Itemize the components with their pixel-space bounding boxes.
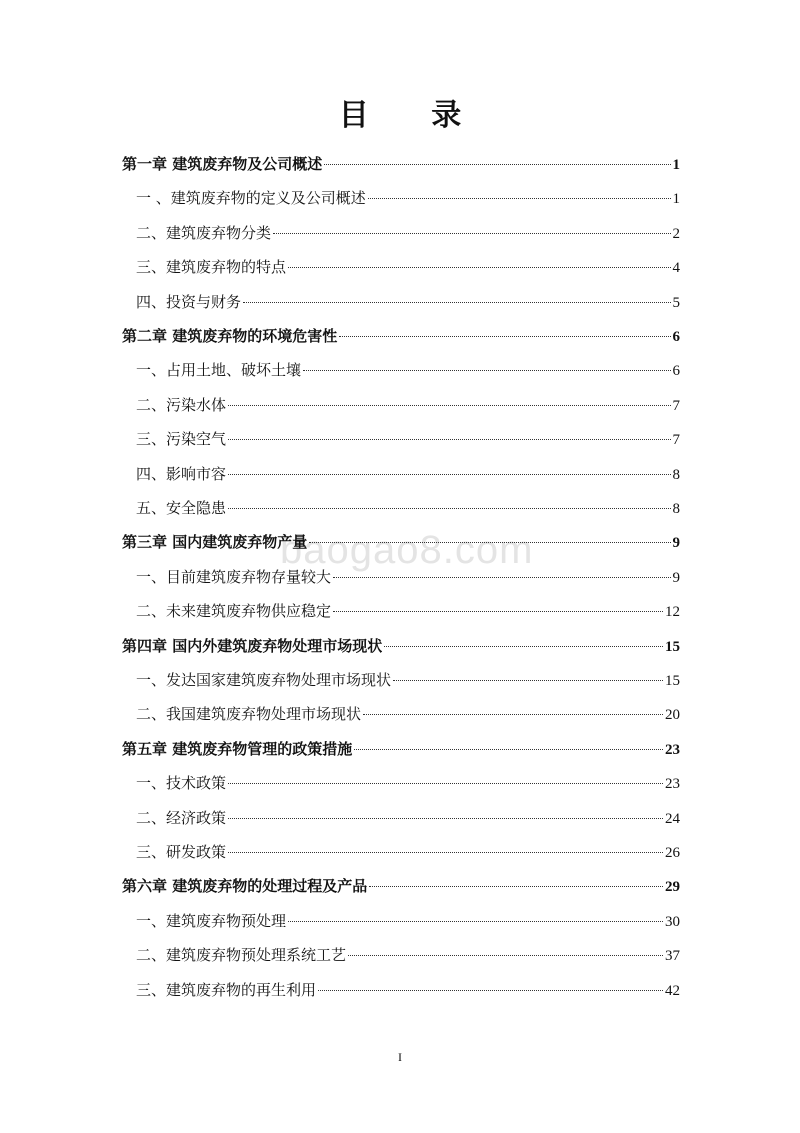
toc-entry-page-number: 9 [672,535,680,552]
toc-section-entry[interactable] [136,840,680,864]
toc-entry-page-number: 37 [665,948,680,965]
toc-entry-page-number: 7 [672,432,680,449]
toc-dot-leader [228,473,670,475]
toc-entry-label: 四、投资与财务 [136,292,242,311]
watermark-text: baogao8.com [280,528,534,572]
toc-dot-leader [348,954,663,956]
toc-entry-page-number: 1 [672,157,680,173]
toc-section-entry[interactable] [136,393,680,417]
toc-entry-page-number: 30 [665,913,680,930]
toc-dot-leader [288,920,663,922]
toc-entry-label: 一、占用土地、破坏土壤 [136,361,302,380]
toc-chapter-entry[interactable] [122,152,680,176]
toc-entry-label: 三、污染空气 [136,430,227,449]
toc-entry-page-number: 23 [665,776,680,793]
toc-section-entry[interactable] [136,255,680,279]
toc-entry-label: 一、建筑废弃物预处理 [136,911,287,930]
toc-dot-leader [333,576,670,578]
toc-entry-label: 一 、建筑废弃物的定义及公司概述 [136,189,366,208]
toc-entry-label: 三、建筑废弃物的特点 [136,258,287,277]
toc-dot-leader [324,163,670,165]
toc-entry-page-number: 9 [672,569,680,586]
toc-entry-page-number: 8 [672,466,680,483]
toc-entry-page-number: 8 [672,501,680,517]
toc-chapter-entry[interactable] [122,324,680,348]
toc-entry-page-number: 12 [665,604,680,621]
toc-section-entry[interactable] [136,221,680,245]
toc-entry-label: 一、目前建筑废弃物存量较大 [136,567,332,586]
toc-entry-label: 一、发达国家建筑废弃物处理市场现状 [136,671,392,689]
toc-dot-leader [318,989,663,991]
toc-entry-label: 第四章 国内外建筑废弃物处理市场现状 [122,636,383,655]
toc-dot-leader [333,610,663,612]
toc-dot-leader [369,885,663,887]
toc-dot-leader [243,301,670,303]
toc-entry-label: 第三章 国内建筑废弃物产量 [122,533,308,552]
toc-section-entry[interactable] [136,909,680,933]
toc-section-entry[interactable] [136,943,680,967]
toc-section-entry[interactable] [136,186,680,210]
toc-chapter-entry[interactable] [122,737,680,761]
toc-entry-label: 二、我国建筑废弃物处理市场现状 [136,705,362,724]
toc-entry-page-number: 23 [665,741,680,758]
toc-section-entry[interactable] [136,496,680,520]
toc-section-entry[interactable] [136,358,680,382]
toc-section-entry[interactable] [136,290,680,314]
toc-entry-page-number: 26 [665,845,680,861]
toc-chapter-entry[interactable] [122,634,680,658]
toc-entry-label: 二、污染水体 [136,395,227,414]
toc-dot-leader [339,335,670,337]
toc-chapter-entry[interactable] [122,530,680,554]
toc-section-entry[interactable] [136,978,680,1002]
toc-entry-label: 二、建筑废弃物预处理系统工艺 [136,946,347,965]
toc-entry-label: 第五章 建筑废弃物管理的政策措施 [122,739,353,758]
toc-section-entry[interactable] [136,668,680,692]
toc-entry-page-number: 20 [665,707,680,724]
toc-section-entry[interactable] [136,565,680,589]
toc-entry-page-number: 24 [665,810,680,827]
toc-dot-leader [228,438,670,440]
toc-dot-leader [354,748,663,750]
toc-entry-label: 三、建筑废弃物的再生利用 [136,980,317,999]
toc-entry-label: 二、建筑废弃物分类 [136,223,272,242]
toc-section-entry[interactable] [136,702,680,726]
toc-dot-leader [393,679,663,681]
toc-dot-leader [273,232,670,234]
toc-entry-label: 二、未来建筑废弃物供应稳定 [136,602,332,621]
toc-dot-leader [363,713,663,715]
toc-dot-leader [228,817,663,819]
toc-entry-label: 三、研发政策 [136,843,227,861]
toc-entry-label: 第二章 建筑废弃物的环境危害性 [122,327,338,345]
toc-dot-leader [384,645,663,647]
toc-entry-page-number: 29 [665,879,680,896]
toc-entry-page-number: 6 [672,363,680,380]
toc-entry-page-number: 4 [672,260,680,277]
toc-entry-label: 第六章 建筑废弃物的处理过程及产品 [122,877,368,896]
toc-entry-label: 第一章 建筑废弃物及公司概述 [122,155,323,173]
toc-chapter-entry[interactable] [122,874,680,898]
toc-dot-leader [228,851,663,853]
toc-entry-page-number: 7 [672,397,680,414]
toc-dot-leader [368,197,671,199]
toc-entry-page-number: 2 [672,225,680,242]
toc-section-entry[interactable] [136,771,680,795]
footer-page-number: I [398,1050,402,1064]
toc-entry-page-number: 1 [672,191,680,208]
toc-dot-leader [228,507,670,509]
toc-entry-label: 一、技术政策 [136,774,227,793]
toc-entry-page-number: 15 [665,638,680,655]
toc-dot-leader [303,369,670,371]
toc-entry-page-number: 6 [672,329,680,345]
toc-section-entry[interactable] [136,806,680,830]
toc-dot-leader [228,782,663,784]
toc-dot-leader [309,541,670,543]
toc-entry-page-number: 42 [665,982,680,999]
toc-entry-label: 二、经济政策 [136,808,227,827]
toc-section-entry[interactable] [136,599,680,623]
toc-dot-leader [288,266,670,268]
toc-section-entry[interactable] [136,427,680,451]
toc-section-entry[interactable] [136,462,680,486]
toc-dot-leader [228,404,670,406]
page-title: 目 录 [338,98,488,133]
toc-entry-page-number: 15 [665,673,680,689]
toc-entry-page-number: 5 [672,294,680,311]
toc-entry-label: 四、影响市容 [136,464,227,483]
toc-entry-label: 五、安全隐患 [136,499,227,517]
